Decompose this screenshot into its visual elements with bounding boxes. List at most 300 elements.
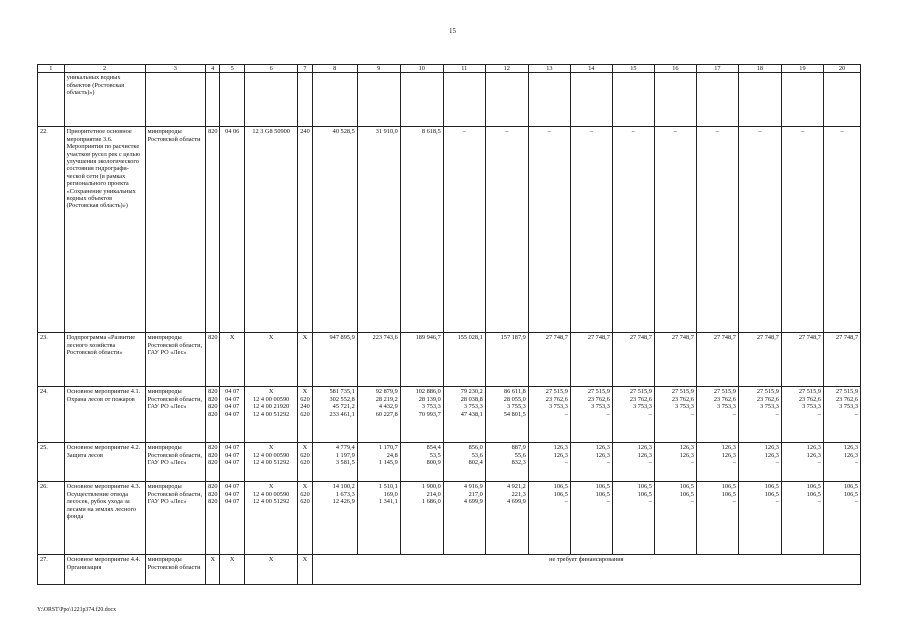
- table-cell: минприроды Ростовской области: [145, 127, 205, 333]
- table-cell: [654, 482, 696, 555]
- table-cell: [738, 443, 781, 482]
- cell-line: 106,5: [553, 483, 568, 491]
- cell-line: –: [606, 410, 610, 418]
- table-cell: [400, 443, 443, 482]
- cell-line: 3 753,3: [717, 403, 736, 411]
- cell-line: 04 07: [225, 444, 240, 452]
- cell-line: 1 145,9: [378, 459, 398, 467]
- cell-line: 4 916,9: [463, 483, 483, 491]
- table-cell: [400, 73, 443, 127]
- cell-line: –: [854, 459, 858, 467]
- cell-line: 126,3: [679, 444, 694, 452]
- cell-line: 23 762,6: [756, 395, 779, 403]
- table-cell: [206, 443, 220, 482]
- table-cell: [823, 482, 860, 555]
- table-cell: Приоритетное основное мероприятие 3.6. Мероприятия по расчистке участков русел рек с целью улучшения экологического состояния гидрографи-ческой сети (в рамках регионального проекта «Сохранение уникальных водных объектов (Ростовская область)»): [64, 127, 145, 333]
- table-cell: 27 748,7: [781, 333, 823, 387]
- table-cell: [298, 73, 312, 127]
- table-cell: 189 946,7: [400, 333, 443, 387]
- cell-line: 106,5: [806, 490, 821, 498]
- cell-line: 23 762,6: [545, 395, 568, 403]
- table-cell: 27 748,7: [570, 333, 612, 387]
- column-number-row: [38, 65, 861, 73]
- table-cell: [220, 443, 245, 482]
- table-cell: [298, 482, 312, 555]
- cell-line: –: [817, 459, 821, 467]
- cell-line: 106,5: [553, 490, 568, 498]
- table-cell: 947 895,9: [312, 333, 357, 387]
- cell-line: 820: [208, 498, 218, 506]
- table-cell: [443, 387, 485, 443]
- table-cell: X: [220, 333, 245, 387]
- table-cell: [823, 443, 860, 482]
- table-cell: Основное мероприятие 4.3. Осуществление отвода лесосек, рубок ухода за лесами на землях лесного фонда: [64, 482, 145, 555]
- cell-line: 27 515,9: [545, 388, 568, 396]
- cell-line: –: [854, 498, 858, 506]
- cell-line: 126,3: [553, 444, 568, 452]
- table-cell: [357, 73, 400, 127]
- table-cell: 8 618,5: [400, 127, 443, 333]
- table-cell: [485, 443, 528, 482]
- cell-line: 126,3: [764, 444, 779, 452]
- cell-line: 04 07: [225, 483, 240, 491]
- table-cell: 240: [298, 127, 312, 333]
- cell-line: 106,5: [595, 490, 610, 498]
- cell-line: 27 515,9: [629, 388, 652, 396]
- cell-line: 04 07: [225, 498, 240, 506]
- table-cell: [654, 387, 696, 443]
- cell-line: 45 721,2: [332, 403, 355, 411]
- cell-line: –: [690, 410, 694, 418]
- cell-line: –: [690, 498, 694, 506]
- table-row: [38, 443, 861, 482]
- cell-line: 856,0: [468, 444, 483, 452]
- column-number-13: 13: [528, 65, 570, 73]
- cell-line: 620: [300, 451, 310, 459]
- table-cell: Основное мероприятие 4.1. Охрана лесов от пожаров: [64, 387, 145, 443]
- table-cell: [245, 482, 298, 555]
- table-cell: [738, 482, 781, 555]
- table-row: [38, 555, 861, 585]
- table-cell: [781, 443, 823, 482]
- cell-line: X: [302, 388, 308, 396]
- cell-line: 581 735,1: [329, 388, 355, 396]
- table-cell: [245, 387, 298, 443]
- cell-line: 800,9: [426, 459, 441, 467]
- table-cell: минприроды Ростовской области, ГАУ РО «Лес»: [145, 443, 205, 482]
- table-cell: [738, 387, 781, 443]
- cell-line: 106,5: [595, 483, 610, 491]
- table-cell: –: [612, 127, 654, 333]
- table-cell: минприроды Ростовской области, ГАУ РО «Лес»: [145, 482, 205, 555]
- cell-line: 3 753,3: [675, 403, 694, 411]
- cell-line: 3 581,5: [335, 459, 355, 467]
- cell-line: 106,5: [764, 490, 779, 498]
- cell-line: 4 699,9: [463, 498, 483, 506]
- table-cell: [400, 482, 443, 555]
- table-cell: [696, 73, 738, 127]
- cell-line: 12 4 00 51292: [253, 498, 290, 506]
- cell-line: 04 07: [225, 388, 240, 396]
- table-row: [38, 73, 861, 127]
- table-cell: X: [298, 333, 312, 387]
- cell-line: 240: [300, 403, 310, 411]
- cell-line: –: [732, 410, 736, 418]
- cell-line: 126,3: [637, 451, 652, 459]
- table-cell: 820: [206, 127, 220, 333]
- cell-line: 126,3: [679, 451, 694, 459]
- cell-line: 79 230,2: [460, 388, 483, 396]
- cell-line: 126,3: [721, 444, 736, 452]
- table-cell: 27 748,7: [738, 333, 781, 387]
- column-number-11: 11: [443, 65, 485, 73]
- cell-line: 23 762,6: [798, 395, 821, 403]
- table-cell: –: [823, 127, 860, 333]
- table-cell: [357, 387, 400, 443]
- table-row: [38, 482, 861, 555]
- table-cell: 23.: [38, 333, 65, 387]
- cell-line: –: [775, 459, 779, 467]
- cell-line: 23 762,6: [587, 395, 610, 403]
- table-cell: [696, 387, 738, 443]
- cell-line: 106,5: [679, 490, 694, 498]
- table-cell: 27.: [38, 555, 65, 585]
- table-cell: [206, 482, 220, 555]
- table-cell: [781, 73, 823, 127]
- table-cell: Подпрограмма «Развитие лесного хозяйства Ростовской области»: [64, 333, 145, 387]
- cell-line: X: [268, 483, 274, 491]
- cell-line: –: [648, 459, 652, 467]
- cell-line: 28 055,0: [503, 395, 526, 403]
- table-cell: [357, 443, 400, 482]
- cell-line: 04 07: [225, 403, 240, 411]
- table-cell: [312, 482, 357, 555]
- column-number-4: 4: [206, 65, 220, 73]
- cell-line: 3 753,3: [632, 403, 652, 411]
- cell-line: 27 515,9: [798, 388, 821, 396]
- cell-line: 4 432,9: [378, 403, 398, 411]
- table-cell: –: [485, 127, 528, 333]
- cell-line: 14 100,2: [332, 483, 355, 491]
- column-number-20: 20: [823, 65, 860, 73]
- table-cell: [612, 443, 654, 482]
- cell-line: 820: [208, 395, 218, 403]
- cell-line: 23 762,6: [629, 395, 652, 403]
- cell-line: –: [564, 410, 568, 418]
- cell-line: 217,0: [468, 490, 483, 498]
- cell-line: 221,3: [511, 490, 526, 498]
- cell-line: 28 219,2: [375, 395, 398, 403]
- cell-line: 47 438,1: [460, 410, 483, 418]
- table-cell: минприроды Ростовской области: [145, 555, 205, 585]
- cell-line: 820: [208, 410, 218, 418]
- table-cell: [400, 387, 443, 443]
- table-cell: 27 748,7: [696, 333, 738, 387]
- cell-line: 620: [300, 498, 310, 506]
- table-cell: [654, 73, 696, 127]
- cell-line: 04 07: [225, 410, 240, 418]
- cell-line: X: [268, 388, 274, 396]
- table-cell: [312, 73, 357, 127]
- table-cell: [357, 482, 400, 555]
- cell-line: 12 4 00 00590: [253, 395, 290, 403]
- cell-line: 126,3: [721, 451, 736, 459]
- cell-line: 4 921,2: [506, 483, 526, 491]
- table-cell: 27 748,7: [612, 333, 654, 387]
- cell-line: 92 879,9: [375, 388, 398, 396]
- table-cell: [612, 387, 654, 443]
- table-cell: [312, 387, 357, 443]
- cell-line: 887,9: [511, 444, 526, 452]
- cell-line: 70 993,7: [418, 410, 441, 418]
- table-cell: [298, 387, 312, 443]
- column-number-10: 10: [400, 65, 443, 73]
- table-cell: [654, 443, 696, 482]
- cell-line: 12 4 00 21920: [253, 403, 290, 411]
- column-number-17: 17: [696, 65, 738, 73]
- table-cell: 27 748,7: [654, 333, 696, 387]
- cell-line: 27 515,9: [713, 388, 736, 396]
- table-cell: 22.: [38, 127, 65, 333]
- column-number-19: 19: [781, 65, 823, 73]
- cell-line: 3 753,3: [760, 403, 779, 411]
- cell-line: 55,6: [514, 451, 526, 459]
- cell-line: 27 515,9: [587, 388, 610, 396]
- cell-line: 23 762,6: [713, 395, 736, 403]
- cell-line: X: [302, 444, 308, 452]
- cell-line: 12 4 00 51292: [253, 410, 290, 418]
- cell-line: 820: [208, 451, 218, 459]
- column-number-3: 3: [145, 65, 205, 73]
- table-cell: 24.: [38, 387, 65, 443]
- table-cell: –: [570, 127, 612, 333]
- cell-line: 27 515,9: [835, 388, 858, 396]
- column-number-8: 8: [312, 65, 357, 73]
- table-cell: [443, 73, 485, 127]
- table-cell: [738, 73, 781, 127]
- cell-line: –: [690, 459, 694, 467]
- table-cell: [443, 443, 485, 482]
- table-cell: [570, 387, 612, 443]
- cell-line: 106,5: [679, 483, 694, 491]
- cell-line: 1 686,0: [421, 498, 441, 506]
- cell-line: 27 515,9: [671, 388, 694, 396]
- table-cell: X: [298, 555, 312, 585]
- cell-line: 302 552,8: [329, 395, 355, 403]
- cell-line: 1 341,1: [378, 498, 398, 506]
- table-cell: –: [443, 127, 485, 333]
- cell-line: –: [564, 459, 568, 467]
- table-cell: 27 748,7: [528, 333, 570, 387]
- cell-line: 106,5: [843, 483, 858, 491]
- cell-line: 126,3: [843, 444, 858, 452]
- cell-line: 3 753,3: [463, 403, 483, 411]
- cell-line: 620: [300, 459, 310, 467]
- cell-line: 1 510,1: [378, 483, 398, 491]
- cell-line: –: [854, 410, 858, 418]
- cell-line: –: [732, 459, 736, 467]
- column-number-2: 2: [64, 65, 145, 73]
- cell-line: 53,5: [429, 451, 441, 459]
- table-cell: [485, 387, 528, 443]
- cell-line: 1 170,7: [378, 444, 398, 452]
- table-cell: –: [738, 127, 781, 333]
- cell-line: 106,5: [806, 483, 821, 491]
- cell-line: 24,8: [386, 451, 398, 459]
- table-cell: [696, 482, 738, 555]
- table-cell: [206, 73, 220, 127]
- cell-line: 126,3: [595, 451, 610, 459]
- table-cell: [528, 73, 570, 127]
- cell-line: 620: [300, 395, 310, 403]
- cell-line: 4 699,9: [506, 498, 526, 506]
- no-financing-note: не требует финансирования: [312, 555, 860, 585]
- table-cell: 04 06: [220, 127, 245, 333]
- table-cell: [220, 73, 245, 127]
- table-cell: –: [781, 127, 823, 333]
- table-cell: уникальных водных объектов (Ростовская область)»): [64, 73, 145, 127]
- cell-line: 106,5: [721, 490, 736, 498]
- column-number-5: 5: [220, 65, 245, 73]
- cell-line: 802,4: [468, 459, 483, 467]
- table-cell: [485, 482, 528, 555]
- column-number-9: 9: [357, 65, 400, 73]
- cell-line: 106,5: [637, 483, 652, 491]
- table-cell: 157 187,9: [485, 333, 528, 387]
- cell-line: 106,5: [764, 483, 779, 491]
- table-cell: [781, 482, 823, 555]
- cell-line: 54 801,5: [503, 410, 526, 418]
- table-cell: [823, 73, 860, 127]
- cell-line: –: [775, 410, 779, 418]
- file-path-footer: Y:\ORST\Ppo\1221p374.f20.docx: [37, 607, 117, 613]
- cell-line: 04 07: [225, 451, 240, 459]
- cell-line: –: [648, 410, 652, 418]
- table-cell: [570, 73, 612, 127]
- cell-line: –: [775, 498, 779, 506]
- table-cell: Основное мероприятие 4.2. Защита лесов: [64, 443, 145, 482]
- cell-line: 820: [208, 388, 218, 396]
- cell-line: 1 673,3: [335, 490, 355, 498]
- cell-line: 04 07: [225, 459, 240, 467]
- cell-line: 04 07: [225, 395, 240, 403]
- cell-line: 53,6: [471, 451, 483, 459]
- cell-line: 126,3: [553, 451, 568, 459]
- cell-line: 23 762,6: [835, 395, 858, 403]
- table-cell: [570, 482, 612, 555]
- table-cell: [612, 73, 654, 127]
- table-cell: [206, 387, 220, 443]
- cell-line: 820: [208, 444, 218, 452]
- table-cell: 31 910,0: [357, 127, 400, 333]
- table-cell: [528, 387, 570, 443]
- cell-line: 23 762,6: [671, 395, 694, 403]
- cell-line: 28 139,0: [418, 395, 441, 403]
- cell-line: 620: [300, 410, 310, 418]
- cell-line: 86 611,8: [504, 388, 526, 396]
- table-cell: 25.: [38, 443, 65, 482]
- cell-line: 820: [208, 403, 218, 411]
- cell-line: 106,5: [843, 490, 858, 498]
- cell-line: 126,3: [637, 444, 652, 452]
- column-number-14: 14: [570, 65, 612, 73]
- column-number-18: 18: [738, 65, 781, 73]
- cell-line: 126,3: [843, 451, 858, 459]
- cell-line: 214,0: [426, 490, 441, 498]
- cell-line: –: [817, 498, 821, 506]
- table-cell: [245, 443, 298, 482]
- column-number-7: 7: [298, 65, 312, 73]
- table-cell: X: [245, 555, 298, 585]
- table-cell: –: [654, 127, 696, 333]
- table-cell: 223 743,6: [357, 333, 400, 387]
- column-number-15: 15: [612, 65, 654, 73]
- cell-line: 28 038,8: [460, 395, 483, 403]
- cell-line: 106,5: [721, 483, 736, 491]
- cell-line: –: [817, 410, 821, 418]
- cell-line: 169,0: [383, 490, 398, 498]
- cell-line: –: [606, 498, 610, 506]
- cell-line: –: [564, 498, 568, 506]
- table-cell: 27 748,7: [823, 333, 860, 387]
- table-cell: X: [220, 555, 245, 585]
- cell-line: 126,3: [764, 451, 779, 459]
- table-cell: [220, 387, 245, 443]
- cell-line: 832,3: [511, 459, 526, 467]
- cell-line: 60 227,8: [375, 410, 398, 418]
- table-cell: [298, 443, 312, 482]
- table-cell: –: [528, 127, 570, 333]
- cell-line: 12 426,9: [332, 498, 355, 506]
- table-cell: [485, 73, 528, 127]
- table-cell: 40 528,5: [312, 127, 357, 333]
- cell-line: 126,3: [595, 444, 610, 452]
- table-cell: [220, 482, 245, 555]
- cell-line: 12 4 00 00590: [253, 451, 290, 459]
- column-number-6: 6: [245, 65, 298, 73]
- table-cell: [612, 482, 654, 555]
- column-number-16: 16: [654, 65, 696, 73]
- cell-line: 126,3: [806, 451, 821, 459]
- table-row: [38, 127, 861, 333]
- cell-line: 12 4 00 51292: [253, 459, 290, 467]
- cell-line: 4 779,4: [335, 444, 355, 452]
- table-cell: [696, 443, 738, 482]
- cell-line: –: [732, 498, 736, 506]
- cell-line: 04 07: [225, 490, 240, 498]
- table-row: [38, 333, 861, 387]
- cell-line: 820: [208, 483, 218, 491]
- cell-line: 3 755,3: [506, 403, 526, 411]
- cell-line: 3 753,3: [839, 403, 858, 411]
- table-cell: [38, 73, 65, 127]
- table-cell: [781, 387, 823, 443]
- table-cell: X: [245, 333, 298, 387]
- table-cell: [570, 443, 612, 482]
- cell-line: 854,4: [426, 444, 441, 452]
- table-cell: –: [696, 127, 738, 333]
- table-cell: Основное мероприятие 4.4. Организация: [64, 555, 145, 585]
- cell-line: –: [648, 498, 652, 506]
- table-cell: [823, 387, 860, 443]
- table-cell: [443, 482, 485, 555]
- table-cell: 155 028,1: [443, 333, 485, 387]
- cell-line: 102 886,0: [415, 388, 441, 396]
- column-number-1: 1: [38, 65, 65, 73]
- cell-line: X: [268, 444, 274, 452]
- page-number: 15: [449, 27, 456, 35]
- cell-line: 820: [208, 490, 218, 498]
